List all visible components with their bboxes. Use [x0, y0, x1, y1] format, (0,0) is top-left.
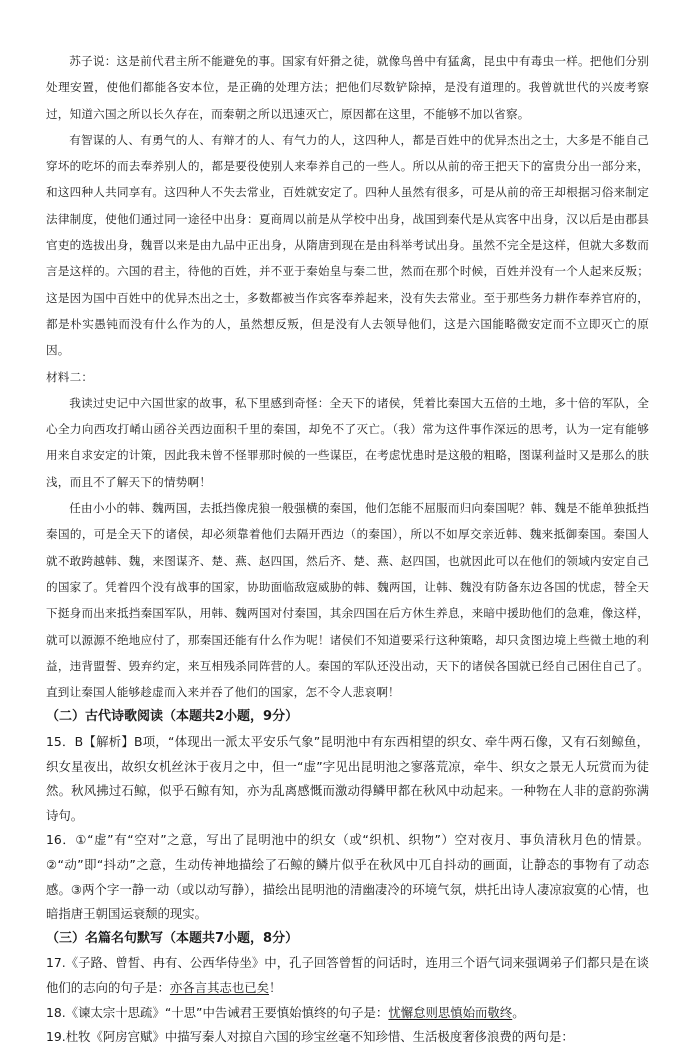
- question-17-text: 17.《子路、曾皙、冉有、公西华侍坐》中，孔子回答曾皙的问话时，连用三个语气词来强调弟子们都只是在谈他们的志向的句子是：: [46, 955, 649, 995]
- translation-paragraph-3: 我读过史记中六国世家的故事，私下里感到奇怪：全天下的诸侯，凭着比秦国大五倍的土地，多十倍的军队，全心全力向西攻打崤山函谷关西边面积千里的秦国，却免不了灭亡。（我）常为这件事作深远的思考，认为一定有能够用来自求安定的计策，因此我未曾不怪罪那时候的一些谋臣，在考虑忧患时是这般的粗略，图谋利益时又是那么的肤浅，而且不了解天下的情势啊！: [46, 395, 649, 489]
- answer-17-end: ！: [269, 979, 282, 995]
- question-18-text: 18.《谏太宗十思疏》“十思”中告诫君王要慎始慎终的句子是：: [46, 1004, 389, 1020]
- answer-17: [46, 951, 649, 1000]
- translation-paragraph-4: 任由小小的韩、魏两国，去抵挡像虎狼一般强横的秦国，他们怎能不屈服而归向秦国呢？韩、魏是不能单独抵挡秦国的，可是全天下的诸侯，却必须靠着他们去隔开西边（的秦国），所以不如厚交亲近韩、魏来抵御秦国。秦国人就不敢跨越韩、魏，来图谋齐、楚、燕、赵四国，然后齐、楚、燕、赵四国，也就因此可以在他们的领域内安定自己的国家了。凭着四个没有战事的国家，协助面临敌寇威胁的韩、魏两国，让韩、魏没有防备东边各国的忧虑，替全天下挺身而出来抵挡秦国军队，用韩、魏两国对付秦国，其余四国在后方休生养息，来暗中援助他们的急难，像这样，就可以源源不绝地应付了，那秦国还能有什么作为呢！诸侯们不知道要采行这种策略，却只贪图边境上些微土地的利益，违背盟誓、毁弃约定，来互相残杀同阵营的人。秦国的军队还没出动，天下的诸侯各国就已经自己困住自己了。直到让秦国人能够趁虚而入来并吞了他们的国家，怎不令人悲哀啊！: [46, 501, 649, 700]
- material-two-label: 材料二：: [46, 369, 94, 384]
- answer-17-blank: 亦各言其志也已矣: [169, 979, 270, 995]
- translation-paragraph-1: 苏子说：这是前代君主所不能避免的事。国家有奸猾之徒，就像鸟兽中有猛禽，昆虫中有毒虫一样。把他们分别处理安置，使他们都能各安本位，是正确的处理方法；把他们尽数铲除掉，是没有道理的。我曾就世代的兴废考察过，知道六国之所以长久存在，而秦朝之所以迅速灭亡，原因都在这里，不能够不加以省察。: [46, 54, 649, 121]
- answers-section: [46, 705, 649, 1049]
- translation-section: [46, 48, 649, 705]
- answer-18-blank: 忧懈怠则思慎始而敬终: [388, 1004, 513, 1020]
- answer-18-end: 。: [512, 1004, 525, 1020]
- answer-16: 16．①“虚”有“空对”之意，写出了昆明池中的织女（或“织机、织物”）空对夜月、事负清秋月色的情景。②“动”即“抖动”之意，生动传神地描绘了石鲸的鳞片似乎在秋风中兀自抖动的画面，让静态的事物有了动态感。③两个字一静一动（或以动写静），描绘出昆明池的清幽凄冷的环境气氛，烘托出诗人凄凉寂寞的心情，也暗指唐王朝国运衰颓的现实。: [46, 832, 649, 922]
- translation-paragraph-2: 有智谋的人、有勇气的人、有辩才的人、有气力的人，这四种人，都是百姓中的优异杰出之士，大多是不能自己穿坏的吃坏的而去奉养别人的，都是要役使别人来奉养自己的一些人。所以从前的帝王把天下的富贵分出一部分来，和这四种人共同享有。这四种人不失去常业，百姓就安定了。四种人虽然有很多，可是从前的帝王却根据习俗来制定法律制度，使他们通过同一途径中出身：夏商周以前是从学校中出身，战国到秦代是从宾客中出身，汉以后是由郡县官吏的选拔出身，魏晋以来是由九品中正出身，从隋唐到现在是由科举考试出身。虽然不完全是这样，但就大多数而言是这样的。六国的君主，待他的百姓，并不亚于秦始皇与秦二世，然而在那个时候，百姓并没有一个人起来反叛；这是因为国中百姓中的优异杰出之士，多数都被当作宾客奉养起来，没有失去常业。至于那些务力耕作奉养官府的，都是朴实愚钝而没有什么作为的人，虽然想反叛，但是没有人去领导他们，这是六国能略微安定而不立即灭亡的原因。: [46, 132, 649, 358]
- section-heading-poetry: （二）古代诗歌阅读（本题共2小题，9分）: [46, 709, 299, 725]
- question-19: 19.杜牧《阿房宫赋》中描写秦人对掠自六国的珍宝丝毫不知珍惜、生活极度奢侈浪费的两句是：: [46, 1029, 574, 1045]
- section-heading-dictation: （三）名篇名句默写（本题共7小题，8分）: [46, 930, 299, 946]
- answer-15: 15．B【解析】B项，“体现出一派太平安乐气象”昆明池中有东西相望的织女、牵牛两石像，又有石刻鲸鱼，织女星夜出，故织女机丝沐于夜月之中，但一“虚”字见出昆明池之寥落荒凉，牵牛、织女之景无人玩赏而为徒然。秋风拂过石鲸，似乎石鲸有知，亦为乱离感慨而激动得鳞甲都在秋风中动起来。一种物在人非的意韵弥满诗句。: [46, 734, 649, 823]
- answer-18: [46, 1001, 649, 1026]
